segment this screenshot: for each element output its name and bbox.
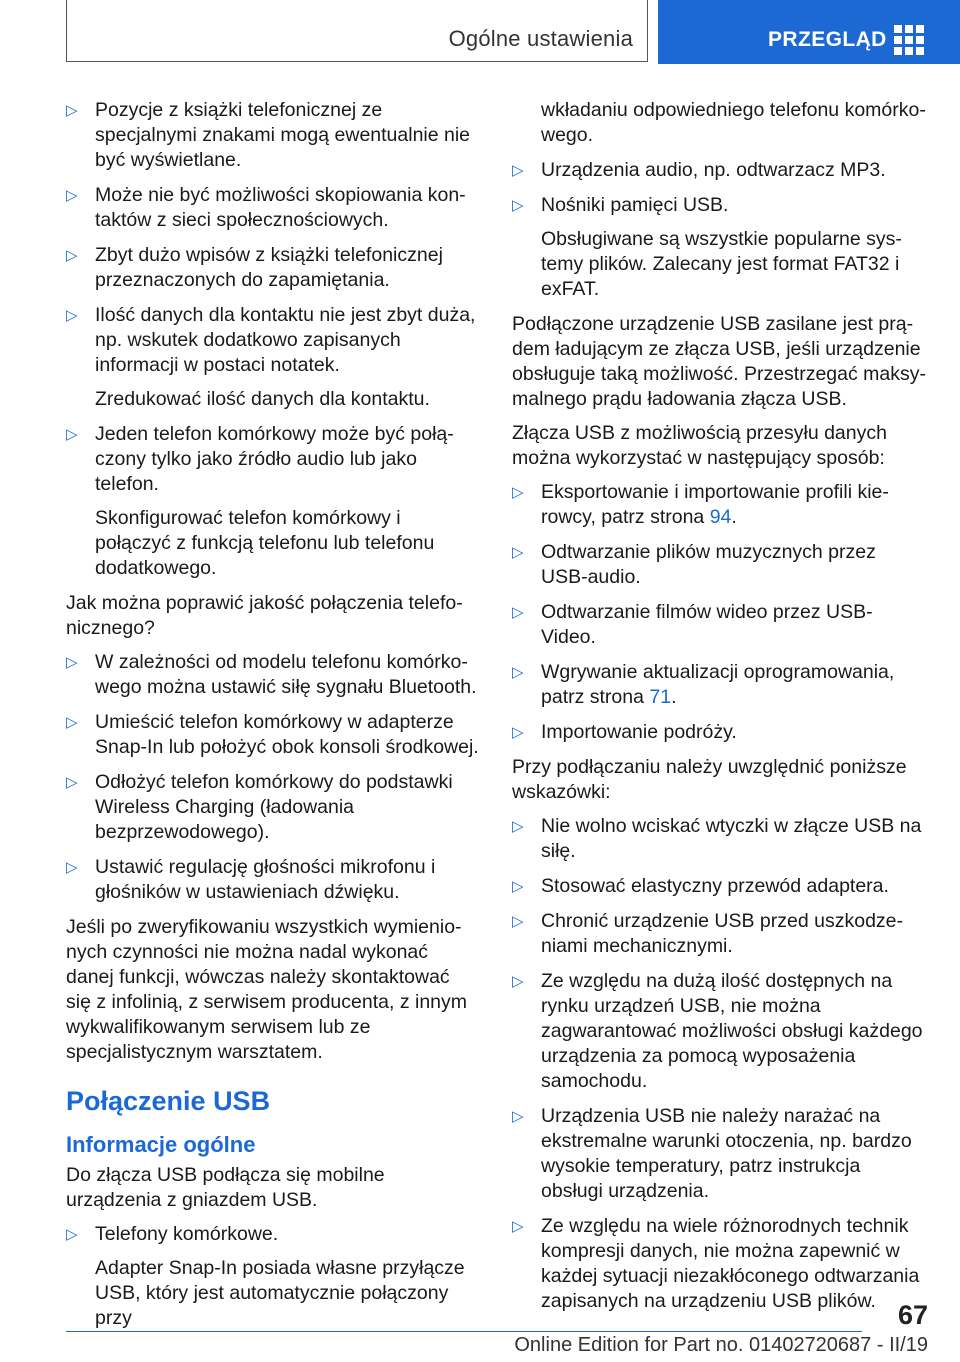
list-item-text-part: Eksportowanie i importowanie profili kierowcy, patrz strona xyxy=(541,481,889,528)
list-item-text: Odtwarzanie filmów wideo przez USB-Video. xyxy=(541,601,873,648)
usb-data-paragraph: Złącza USB z możliwością przesyłu danych można wykorzystać w następujący sposób: xyxy=(512,422,887,469)
bullet-triangle-icon: ▷ xyxy=(512,724,524,741)
bullet-triangle-icon: ▷ xyxy=(66,1226,78,1243)
usb-intro-paragraph: Do złącza USB podłącza się mobilne urządzenia z gniazdem USB. xyxy=(66,1164,385,1211)
list-item xyxy=(66,422,480,581)
hints-paragraph: Przy podłączaniu należy uwzględnić poniższe wskazówki: xyxy=(512,756,907,803)
list-item-text: Pozycje z książki telefonicznej ze specjalnymi znakami mogą ewentualnie nie być wyświetlane. xyxy=(95,99,471,171)
list-item xyxy=(512,540,926,590)
list-item xyxy=(66,303,480,412)
list-item xyxy=(512,1214,926,1314)
list-item-text: Ilość danych dla kontaktu nie jest zbyt duża, np. wskutek dodatkowo zapisanych informacji w postaci notatek. xyxy=(95,304,476,376)
list-item xyxy=(66,243,480,293)
list-item xyxy=(66,770,480,845)
bullet-triangle-icon: ▷ xyxy=(512,913,524,930)
list-item-text: Ze względu na dużą ilość dostępnych na rynku urządzeń USB, nie można zagwarantować możliwości obsługi każdego urządzenia za pomocą wyposażenia samochodu. xyxy=(541,970,923,1092)
bullet-triangle-icon: ▷ xyxy=(512,604,524,621)
overview-tab-label: PRZEGLĄD xyxy=(768,28,887,51)
page-header xyxy=(0,0,960,66)
list-item xyxy=(66,710,480,760)
list-item xyxy=(66,855,480,905)
subsection-heading-general: Informacje ogólne xyxy=(66,1132,256,1157)
list-item-text: Odłożyć telefon komórkowy do podstawki Wireless Charging (ładowania bezprzewodowego). xyxy=(95,771,453,843)
bullet-triangle-icon: ▷ xyxy=(66,102,78,119)
list-item xyxy=(66,183,480,233)
list-item xyxy=(66,98,480,173)
overview-tab[interactable] xyxy=(658,0,960,64)
list-item xyxy=(66,1222,480,1331)
list-item-text: Odtwarzanie plików muzycznych przez USB-audio. xyxy=(541,541,876,588)
list-item-text: Ustawić regulację głośności mikrofonu i głośników w ustawieniach dźwięku. xyxy=(95,856,436,903)
edition-footer: Online Edition for Part no. 01402720687 - II/19 xyxy=(514,1334,928,1356)
list-item xyxy=(512,874,926,899)
list-item-text: Eksportowanie i importowanie profili kierowcy, patrz strona 94. xyxy=(541,481,889,528)
footer-divider xyxy=(66,1331,862,1332)
list-item xyxy=(512,660,926,710)
section-heading-usb: Połączenie USB xyxy=(66,1086,271,1116)
bullet-triangle-icon: ▷ xyxy=(66,654,78,671)
bullet-triangle-icon: ▷ xyxy=(512,484,524,501)
bullet-triangle-icon: ▷ xyxy=(66,247,78,264)
list-item-note: Zredukować ilość danych dla kontaktu. xyxy=(95,388,430,410)
bullet-triangle-icon: ▷ xyxy=(512,544,524,561)
bullet-triangle-icon: ▷ xyxy=(66,426,78,443)
list-item-note: Obsługiwane są wszystkie popularne systemy plików. Zalecany jest format FAT32 i exFAT. xyxy=(541,228,902,300)
list-item-text: Stosować elastyczny przewód adaptera. xyxy=(541,875,889,897)
contact-paragraph: Jeśli po zweryfikowaniu wszystkich wymienionych czynności nie można nadal wykonać danej funkcji, wówczas należy skontaktować się z infolinią, z serwisem producenta, z innym wykwalifikowanym serwisem lub ze specjalistycznym warsztatem. xyxy=(66,916,467,1063)
section-title-box xyxy=(66,0,648,62)
list-item xyxy=(512,600,926,650)
list-item-text: W zależności od modelu telefonu komórkowego można ustawić siłę sygnału Bluetooth. xyxy=(95,651,477,698)
list-item-text: Urządzenia USB nie należy narażać na ekstremalne warunki otoczenia, np. bardzo wysokie temperatury, patrz instrukcja obsługi urządzenia. xyxy=(541,1105,912,1202)
grid-icon xyxy=(894,25,924,55)
bullet-triangle-icon: ▷ xyxy=(66,774,78,791)
list-item-text: Umieścić telefon komórkowy w adapterze Snap-In lub położyć obok konsoli środkowej. xyxy=(95,711,479,758)
bullet-triangle-icon: ▷ xyxy=(512,973,524,990)
list-item-text: Może nie być możliwości skopiowania kontaktów z sieci społecznościowych. xyxy=(95,184,466,231)
page-link-94[interactable]: 94 xyxy=(709,506,732,528)
list-item-text: Urządzenia audio, np. odtwarzacz MP3. xyxy=(541,159,886,181)
list-item-note: Skonfigurować telefon komórkowy i połączyć z funkcją telefonu lub telefonu dodatkowego. xyxy=(95,507,435,579)
bullet-triangle-icon: ▷ xyxy=(512,1108,524,1125)
list-item xyxy=(512,969,926,1094)
list-item xyxy=(512,158,926,183)
list-item-text: Importowanie podróży. xyxy=(541,721,737,743)
bullet-triangle-icon: ▷ xyxy=(512,162,524,179)
list-item xyxy=(512,480,926,530)
list-item-note: wkładaniu odpowiedniego telefonu komórkowego. xyxy=(541,99,926,146)
bullet-triangle-icon: ▷ xyxy=(66,187,78,204)
list-item-text: Nośniki pamięci USB. xyxy=(541,194,729,216)
list-item-text: Ze względu na wiele różnorodnych technik kompresji danych, nie można zapewnić w każdej sytuacji niezakłóconego odtwarzania zapisanych na urządzeniu USB plików. xyxy=(541,1215,920,1312)
bullet-triangle-icon: ▷ xyxy=(66,307,78,324)
bullet-triangle-icon: ▷ xyxy=(512,197,524,214)
list-item xyxy=(512,193,926,302)
list-item-text: Chronić urządzenie USB przed uszkodzeniami mechanicznymi. xyxy=(541,910,904,957)
list-item xyxy=(512,814,926,864)
list-item-continuation xyxy=(512,98,926,148)
list-item-text: Telefony komórkowe. xyxy=(95,1223,279,1245)
list-item-text-part: Wgrywanie aktualizacji oprogramowania, patrz strona xyxy=(541,661,895,708)
list-item xyxy=(512,909,926,959)
page-number: 67 xyxy=(897,1300,928,1330)
bullet-triangle-icon: ▷ xyxy=(66,859,78,876)
bullet-triangle-icon: ▷ xyxy=(512,878,524,895)
page-link-71[interactable]: 71 xyxy=(649,686,672,708)
bullet-triangle-icon: ▷ xyxy=(66,714,78,731)
question-paragraph: Jak można poprawić jakość połączenia telefonicznego? xyxy=(66,592,463,639)
list-item-text: Zbyt dużo wpisów z książki telefonicznej przeznaczonych do zapamiętania. xyxy=(95,244,443,291)
usb-power-paragraph: Podłączone urządzenie USB zasilane jest prądem ładującym ze złącza USB, jeśli urządzenie obsługuje taką możliwość. Przestrzegać maksymalnego prądu ładowania złącza USB. xyxy=(512,313,926,410)
right-column xyxy=(512,98,926,1324)
list-item-note: Adapter Snap-In posiada własne przyłącze USB, który jest automatycznie połączony przy xyxy=(95,1257,465,1329)
bullet-triangle-icon: ▷ xyxy=(512,664,524,681)
list-item-text: Jeden telefon komórkowy może być połączony tylko jako źródło audio lub jako telefon. xyxy=(95,423,454,495)
list-item xyxy=(512,1104,926,1204)
bullet-triangle-icon: ▷ xyxy=(512,818,524,835)
list-item xyxy=(512,720,926,745)
list-item xyxy=(66,650,480,700)
bullet-triangle-icon: ▷ xyxy=(512,1218,524,1235)
left-column xyxy=(66,98,480,1341)
list-item-text: Wgrywanie aktualizacji oprogramowania, patrz strona 71. xyxy=(541,661,895,708)
list-item-text: Nie wolno wciskać wtyczki w złącze USB na siłę. xyxy=(541,815,922,862)
section-title: Ogólne ustawienia xyxy=(448,26,633,51)
